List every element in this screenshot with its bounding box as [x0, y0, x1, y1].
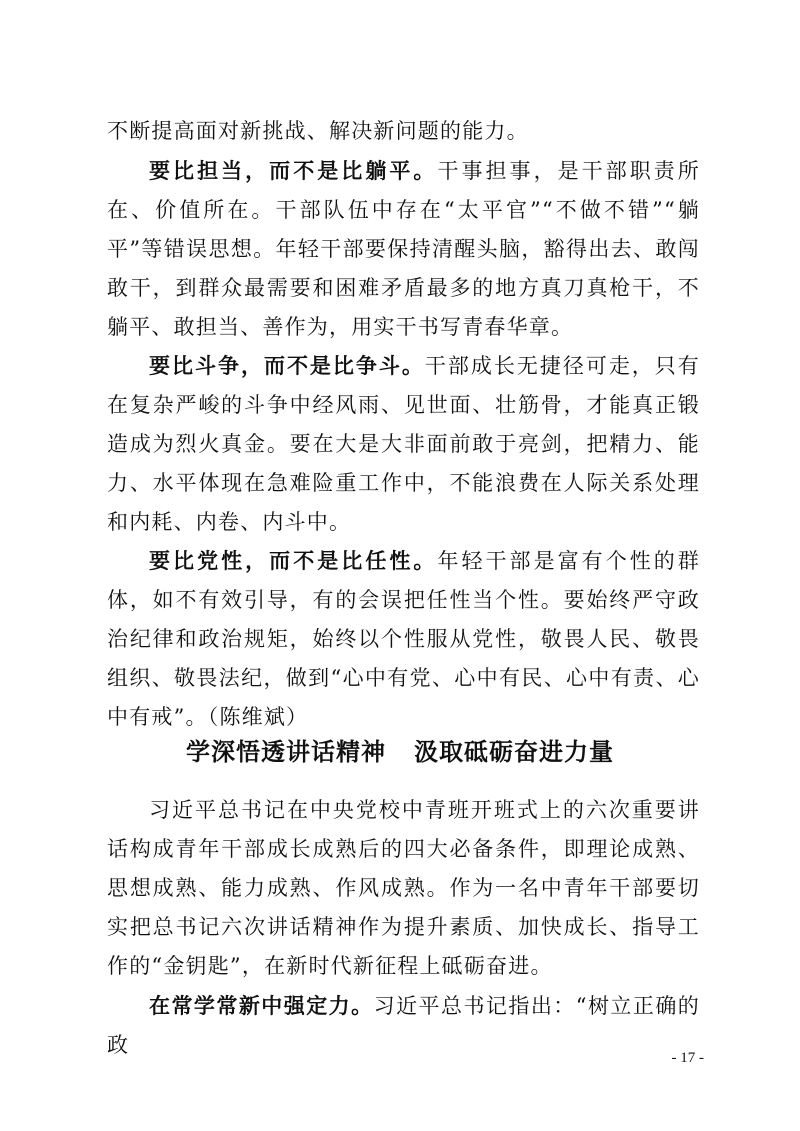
paragraph-intro: [107, 791, 700, 986]
heading-part-2: 汲取砥砺奋进力量: [414, 738, 614, 766]
paragraph-text: 年轻干部是富有个性的群体，如不有效引导，有的会误把任性当个性。要始终严守政治纪律和政治规矩，始终以个性服从党性，敬畏人民、敬畏组织、敬畏法纪，做到“心中有党、心中有民、心中有责、心中有戒”。: [107, 549, 700, 729]
paragraph-struggle: [107, 346, 700, 542]
paragraph-lead: 要比斗争，而不是比争斗。: [149, 353, 425, 378]
paragraph-continuation: [107, 112, 700, 151]
section-heading: [0, 732, 800, 767]
paragraph-text: 习近平总书记在中央党校中青班开班式上的六次重要讲话构成青年干部成长成熟后的四大必备条件，即理论成熟、思想成熟、能力成熟、作风成熟。作为一名中青年干部要切实把总书记六次讲话精神作为提升素质、加快成长、指导工作的“金钥匙”，在新时代新征程上砥砺奋进。: [107, 798, 700, 978]
paragraph-lead: 要比党性，而不是比任性。: [149, 548, 438, 573]
paragraph-responsibility: [107, 151, 700, 347]
paragraph-text: 干部成长无捷径可走，只有在复杂严峻的斗争中经风雨、见世面、壮筋骨，才能真正锻造成为烈火真金。要在大是大非面前敢于亮剑，把精力、能力、水平体现在急难险重工作中，不能浪费在人际关系处理和内耗、内卷、内斗中。: [107, 354, 700, 534]
paragraph-text: 干事担事，是干部职责所在、价值所在。干部队伍中存在“太平官”“不做不错”“躺平”等错误思想。年轻干部要保持清醒头脑，豁得出去、敢闯敢干，到群众最需要和困难矛盾最多的地方真刀真枪干，不躺平、敢担当、善作为，用实干书写青春华章。: [107, 159, 700, 339]
paragraph-lead: 在常学常新中强定力。: [149, 993, 374, 1018]
paragraph-study: [107, 986, 700, 1065]
page-number: - 17 -: [671, 1050, 704, 1066]
author-credit: （陈维斌）: [207, 705, 309, 729]
paragraph-party-spirit: [107, 541, 700, 737]
paragraph-text: 习近平总书记指出：“树立正确的政: [107, 994, 700, 1057]
heading-part-1: 学深悟透讲话精神: [186, 738, 386, 766]
paragraph-text: 不断提高面对新挑战、解决新问题的能力。: [107, 119, 529, 143]
paragraph-lead: 要比担当，而不是比躺平。: [149, 158, 438, 183]
